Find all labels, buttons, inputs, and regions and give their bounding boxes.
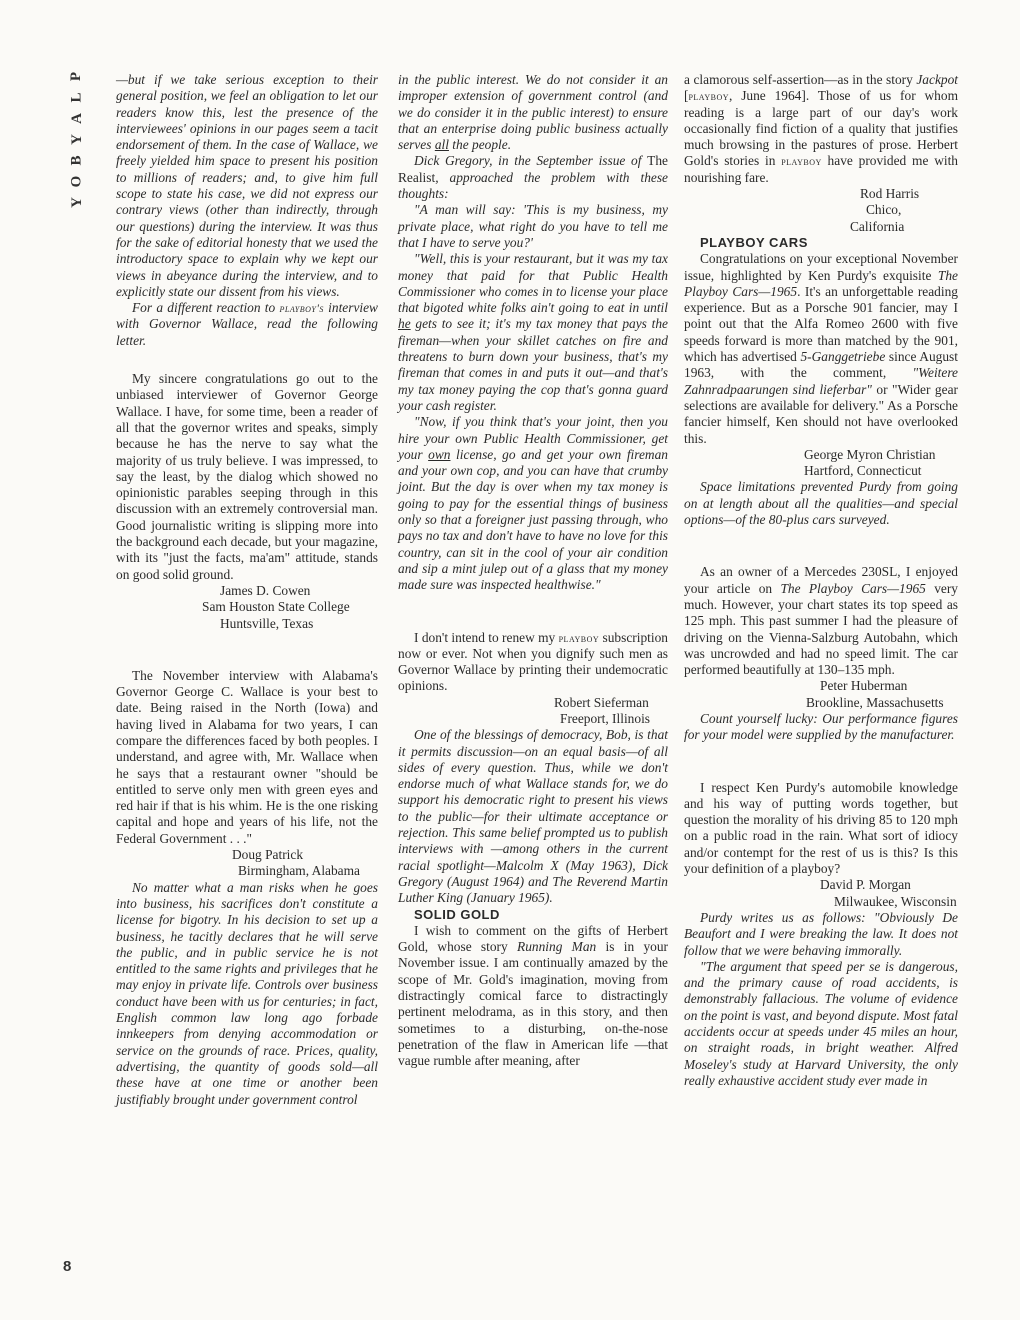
editor-reply: —but if we take serious exception to their general position, we feel an obligation to let our readers know this, lest the presence of the interviewees' opinions in our pages seem a tacit endorsement of them. In the case of Wallace, we freely yielded him space to present his position to millions of readers; and, to give him full scope to state his case, we did not express our contrary views (other than indirectly, through our questions) during the interview. It was thus for the sake of editorial honesty that we used the introductory space to explain why we kept our views in abeyance during the interview, and to explicitly state our dissent from his views. [116,72,378,299]
letter-body: My sincere congratulations go out to the unbiased interviewer of Governor George Wallace. I have, for some time, been a reader of all that the governor writes and speaks, simply because he has the nerve to say what the majority of us truly believe. I was impressed, to say the least, by the dialog which showed no opinionistic parables seeping through in this discussion with an extremely controversial man. Good journalistic writing is slipping more into the background each decade, but your magazine, with its "just the facts, ma'am" attitude, stands on good solid ground. [116,371,378,582]
column-3 [684,72,958,1089]
letter-signature: James D. Cowen Sam Houston State College Huntsville, Texas [202,582,350,631]
letter-signature: Peter Huberman Brookline, Massachusetts [806,678,944,710]
masthead-letter: P [68,71,85,82]
letter-signature: David P. Morgan Milwaukee, Wisconsin [820,877,957,909]
editor-reply: Dick Gregory, in the September issue of The Realist, approached the problem with these thoughts: [398,153,668,202]
column-2 [398,72,668,1070]
quote: "The argument that speed per se is dangerous, and the primary cause of road accidents, is demonstrably fallacious. The volume of evidence on the point is vast, and beyond dispute. Most fatal accidents occur at speeds under 45 miles an hour, on straight roads, in bright weather. Alfred Moseley's study at Harvard University, the only really exhaustive accident study ever made in [684,958,958,1088]
letter-signature: Rod Harris Chico, California [850,186,920,234]
masthead-letter: O [68,175,85,188]
masthead-letter: B [68,155,85,166]
letter-body: Congratulations on your exceptional November issue, highlighted by Ken Purdy's exquisite The Playboy Cars—1965. It's an unforgettable reading experience. But as a Porsche 901 fancier, may I point out that the Alfa Romeo 2600 with five speeds forward is more than matched by the 901, which has advertised 5-Ganggetriebe since August 1963, with the comment, "Weitere Zahnradpaarungen sind lieferbar" or "Wider gear selections are available for delivery." As a Porsche fancier himself, Ken should not have overlooked this. [684,251,958,446]
editor-reply: Count yourself lucky: Our performance figures for your model were supplied by the manufacturer. [684,710,958,743]
letter-body: I don't intend to renew my playboy subscription now or ever. Not when you dignify such men as Governor Wallace by printing their undemocratic opinions. [398,629,668,694]
quote: "Well, this is your restaurant, but it was my tax money that paid for that Public Health Commissioner who comes in to license your place that bigoted white folks ain't going to eat in until he gets to see it; it's my tax money that pays the fireman—when your skillet catches on fire and threatens to burn down your business, that's my fireman that comes in and puts it out—and that's my tax money paying the cop that's gonna guard your cash register. [398,251,668,413]
editor-intro: For a different reaction to playboy's interview with Governor Wallace, read the following letter. [116,300,378,348]
section-heading: SOLID GOLD [414,906,500,922]
masthead-letter: A [68,113,85,124]
playboy-masthead-vertical [62,66,92,213]
editor-reply: Purdy writes us as follows: "Obviously De Beaufort and I were breaking the law. It does not follow that we were behaving immorally. [684,909,958,958]
letter-signature: George Myron Christian Hartford, Connecticut [804,446,936,479]
letter-signature: Robert Sieferman Freeport, Illinois [554,694,651,726]
letter-signature: Doug Patrick Birmingham, Alabama [232,847,360,879]
masthead-letter: Y [68,197,85,208]
letter-body: a clamorous self-assertion—as in the story Jackpot [playboy, June 1964]. Those of us for whom reading is a large part of our day's work occasionally find fiction of a quality that justifies much browsing in the pastures of prose. Herbert Gold's stories in playboy have provided me with nourishing fare. [684,72,959,185]
page-number: 8 [63,1258,72,1275]
masthead-letter: Y [68,134,85,145]
editor-reply: One of the blessings of democracy, Bob, is that it permits discussion—on an equal basis—of all sides of every question. Thus, while we don't endorse much of what Wallace stands for, we do support his democratic right to present his views to the public—for their ultimate acceptance or rejection. This same belief prompted us to publish interviews with —among others in the current racial spotlight—Malcolm X (May 1963), Dick Gregory (August 1964) and The Reverend Martin Luther King (January 1965). [398,727,668,906]
column-1 [116,72,378,1108]
editor-reply: No matter what a man risks when he goes into business, his sacrifices don't constitute a license for bigotry. In his decision to set up a business, he tacitly declares that he will serve the public, and in public service he is not entitled to the same rights and privileges that he may enjoy in private life. Controls over business conduct have been with us for centuries; in fact, English common law long ago forbade innkeepers from denying accommodation or service on the grounds of race. Prices, quality, advertising, the quantity of goods sold—all these have at one time or another been justifiably brought under government control [116,879,378,1107]
masthead-letter: L [68,92,85,103]
editor-reply: Space limitations prevented Purdy from going on at length about all the qualities—and special options—of the 80-plus cars surveyed. [684,479,958,528]
editor-reply: in the public interest. We do not consider it an improper extension of government control (and we do consider it in the public interest) to ensure that an enterprise doing public business actually serves all the people. [398,72,668,153]
quote: "Now, if you think that's your joint, then you hire your own Public Health Commissioner, get your own license, go and get your own fireman and your own cop, and you can have that crumby joint. But the day is over when my tax money is going to pay for the essential things of business only so that a foreigner just passing through, who pays no tax and don't have to have no love for this country, can sit in the cool of your air condition and sip a mint julep out of a glass that my money made sure was inspected healthwise." [398,414,668,593]
letter-body: I respect Ken Purdy's automobile knowledge and his way of putting words together, but question the morality of his driving 85 to 120 mph on a public road in the rain. What sort of idiocy and/or contempt for the rest of us is this? Is this your definition of a playboy? [684,779,958,877]
section-heading: PLAYBOY CARS [700,234,808,250]
letter-body: The November interview with Alabama's Governor George C. Wallace is your best to date. Being raised in the North (Iowa) and having lived in Alabama for two years, I can compare the differences faced by both peoples. I understand, and agree with, Mr. Wallace when he says that a restaurant owner "should be entitled to serve only men with green eyes and red hair if that is his whim. He is the one risking capital and hope and years of his life, not the Federal Government . . ." [116,667,378,846]
letter-body: I wish to comment on the gifts of Herbert Gold, whose story Running Man is in your November issue. I am continually amazed by the scope of Mr. Gold's imagination, moving from distractingly comical farce to distractingly pertinent melodrama, as in this story, and then sometimes to a disturbing, on-the-nose penetration of the flaw in American life —that vague rumble after meaning, after [398,922,669,1069]
quote: "A man will say: 'This is my business, my private place, what right do you have to tell me that I have to serve you?' [398,202,668,250]
letter-body: As an owner of a Mercedes 230SL, I enjoyed your article on The Playboy Cars—1965 very much. However, your chart states its top speed as 125 mph. This past summer I had the pleasure of driving on the Vienna-Salzburg Autobahn, which was uncrowded and had no speed limit. The car performed beautifully at 130–135 mph. [684,564,958,678]
